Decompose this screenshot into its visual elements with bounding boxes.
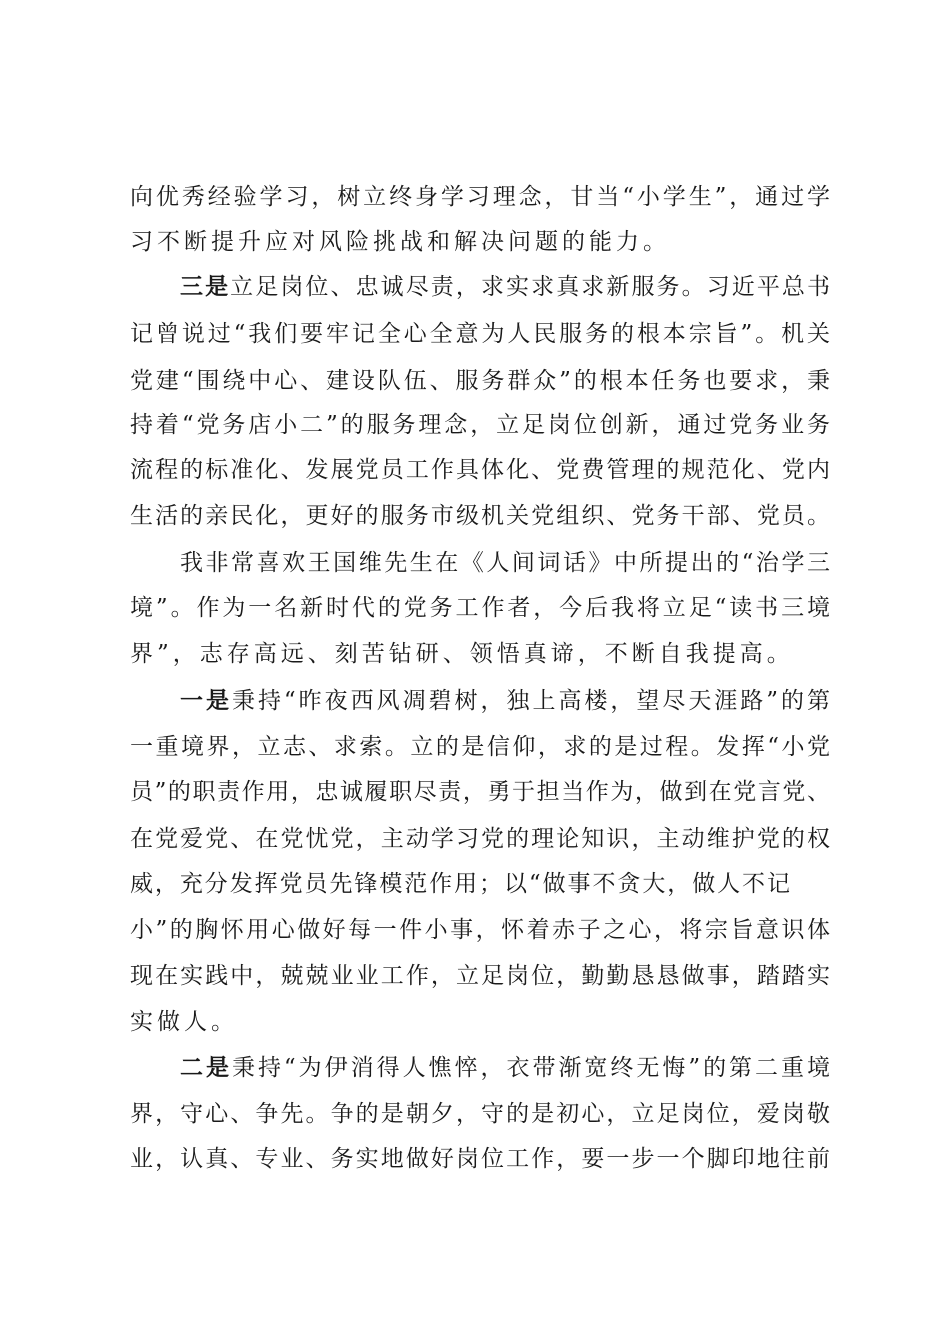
text-line [130, 864, 790, 904]
line-text: 生活的亲民化，更好的服务市级机关党组织、党务干部、党员。 [130, 503, 830, 529]
line-text: 境”。作为一名新时代的党务工作者，今后我将立足“读书三境 [130, 595, 830, 621]
text-line [130, 956, 830, 996]
text-line [130, 450, 830, 490]
line-text: 党建“围绕中心、建设队伍、服务群众”的根本任务也要求，秉 [130, 368, 830, 394]
line-text: 界”，志存高远、刻苦钻研、领悟真谛，不断自我提高。 [130, 641, 794, 667]
text-line [130, 405, 830, 445]
line-text: 秉持“为伊消得人憔悴，衣带渐宽终无悔”的第二重境 [231, 1055, 830, 1081]
line-text: 威，充分发挥党员先锋模范作用；以“做事不贪大，做人不记 [130, 871, 790, 897]
line-text: 员”的职责作用，忠诚履职尽责，勇于担当作为，做到在党言党、 [130, 779, 830, 805]
text-line [130, 496, 830, 536]
text-line [180, 543, 830, 583]
text-line [130, 1002, 830, 1042]
text-line [130, 1139, 830, 1179]
text-line [180, 1048, 830, 1088]
line-text: 持着“党务店小二”的服务理念，立足岗位创新，通过党务业务 [130, 412, 830, 438]
text-line [130, 588, 830, 628]
line-text: 立足岗位、忠诚尽责，求实求真求新服务。习近平总书 [230, 274, 831, 300]
line-text: 小”的胸怀用心做好每一件小事，怀着赤子之心，将宗旨意识体 [130, 917, 830, 943]
line-text: 流程的标准化、发展党员工作具体化、党费管理的规范化、党内 [130, 457, 830, 483]
line-text: 秉持“昨夜西风凋碧树，独上高楼，望尽天涯路”的第 [231, 688, 830, 714]
line-text: 业，认真、专业、务实地做好岗位工作，要一步一个脚印地往前 [130, 1146, 830, 1172]
line-text: 一重境界，立志、求索。立的是信仰，求的是过程。发挥“小党 [130, 734, 830, 760]
text-line [130, 1094, 830, 1134]
text-line [130, 361, 830, 401]
line-text: 在党爱党、在党忧党，主动学习党的理论知识，主动维护党的权 [130, 826, 830, 852]
text-line [130, 772, 830, 812]
text-line [130, 727, 830, 767]
paragraph-lead: 二是 [180, 1054, 232, 1081]
text-line [130, 222, 830, 262]
line-text: 界，守心、争先。争的是朝夕，守的是初心，立足岗位，爱岗敬 [130, 1101, 830, 1127]
text-line [130, 819, 830, 859]
text-line [180, 681, 830, 721]
text-line [180, 267, 830, 307]
line-text: 记曾说过“我们要牢记全心全意为人民服务的根本宗旨”。机关 [130, 321, 830, 347]
line-text: 实做人。 [130, 1009, 238, 1035]
paragraph-lead: 三是 [180, 273, 231, 300]
line-text: 向优秀经验学习，树立终身学习理念，甘当“小学生”，通过学 [130, 184, 830, 210]
text-line [130, 634, 830, 674]
line-text: 我非常喜欢王国维先生在《人间词话》中所提出的“治学三 [180, 550, 830, 576]
line-text: 现在实践中，兢兢业业工作，立足岗位，勤勤恳恳做事，踏踏实 [130, 963, 830, 989]
text-line [130, 177, 830, 217]
paragraph-lead: 一是 [180, 687, 232, 714]
text-line [130, 910, 830, 950]
text-line [130, 314, 830, 354]
line-text: 习不断提升应对风险挑战和解决问题的能力。 [130, 229, 670, 255]
